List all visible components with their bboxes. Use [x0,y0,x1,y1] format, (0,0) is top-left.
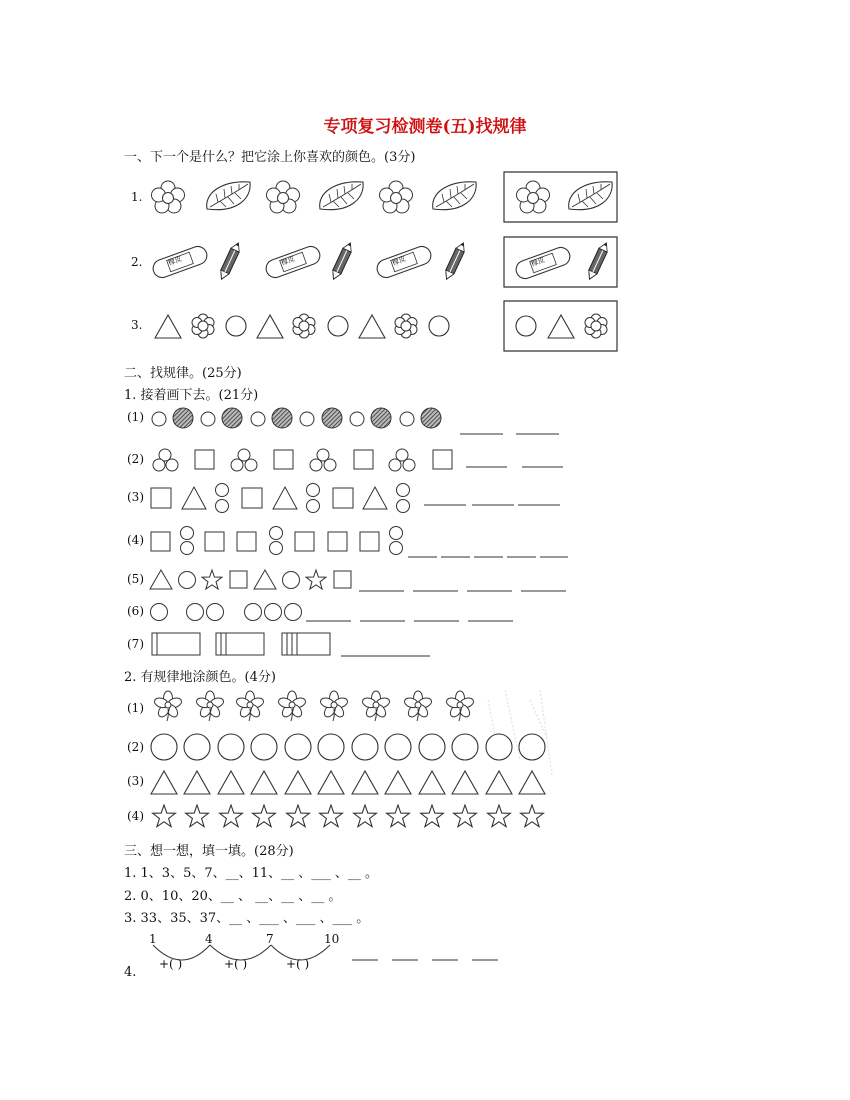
item4-number-4: 10 [324,932,340,946]
color-row-stars [153,805,544,827]
pattern-label-1: (1) [127,410,144,424]
s1-row3-sequence [155,314,449,338]
fill-item-1: 1. 1、3、5、7、__、11、__ 、___ 、__ 。 [124,866,379,881]
row-label-1: 1. [131,190,143,204]
item4-op-2: +( ) [224,957,248,971]
section2-part1-heading: 1. 接着画下去。(21分) [124,388,259,403]
eraser-label-3: 橡皮 [391,254,407,268]
fill-item-3: 3. 33、35、37、__ 、___ 、___ 、___ 。 [124,911,370,926]
pattern-label-4: (4) [127,533,144,547]
color-label-3: (3) [127,774,144,788]
item4-op-3: +( ) [286,957,310,971]
row-label-2: 2. [131,255,143,269]
item4-number-2: 4 [205,932,213,946]
color-label-2: (2) [127,740,144,754]
pattern-label-6: (6) [127,604,144,618]
section2-part2-heading: 2. 有规律地涂颜色。(4分) [124,670,276,685]
section1-heading: 一、下一个是什么？把它涂上你喜欢的颜色。(3分) [124,150,416,165]
fill-item-2: 2. 0、10、20、__ 、 __、__ 、__ 。 [124,889,342,904]
item4-number-3: 7 [266,932,274,946]
pattern-label-2: (2) [127,452,144,466]
color-label-1: (1) [127,701,144,715]
pattern-label-5: (5) [127,572,144,586]
eraser-label-1: 橡皮 [167,254,183,268]
eraser-label-2: 橡皮 [280,254,296,268]
pattern-label-3: (3) [127,490,144,504]
color-row-triangles [151,771,545,794]
section3-heading: 三、想一想，填一填。(28分) [124,844,294,859]
row-label-3: 3. [131,318,143,332]
color-row-circles [151,734,545,760]
section2-heading: 二、找规律。(25分) [124,366,242,381]
page-title: 专项复习检测卷(五)找规律 [323,117,527,137]
item4-op-1: +( ) [159,957,183,971]
s1-row1-sequence [152,181,477,213]
item4-number-1: 1 [149,932,157,946]
pattern-label-7: (7) [127,637,144,651]
item4-label: 4. [124,965,137,980]
color-row-flowers [153,691,474,721]
s1-row2-sequence [151,241,468,281]
color-label-4: (4) [127,809,144,823]
eraser-label-4: 橡皮 [530,255,546,269]
